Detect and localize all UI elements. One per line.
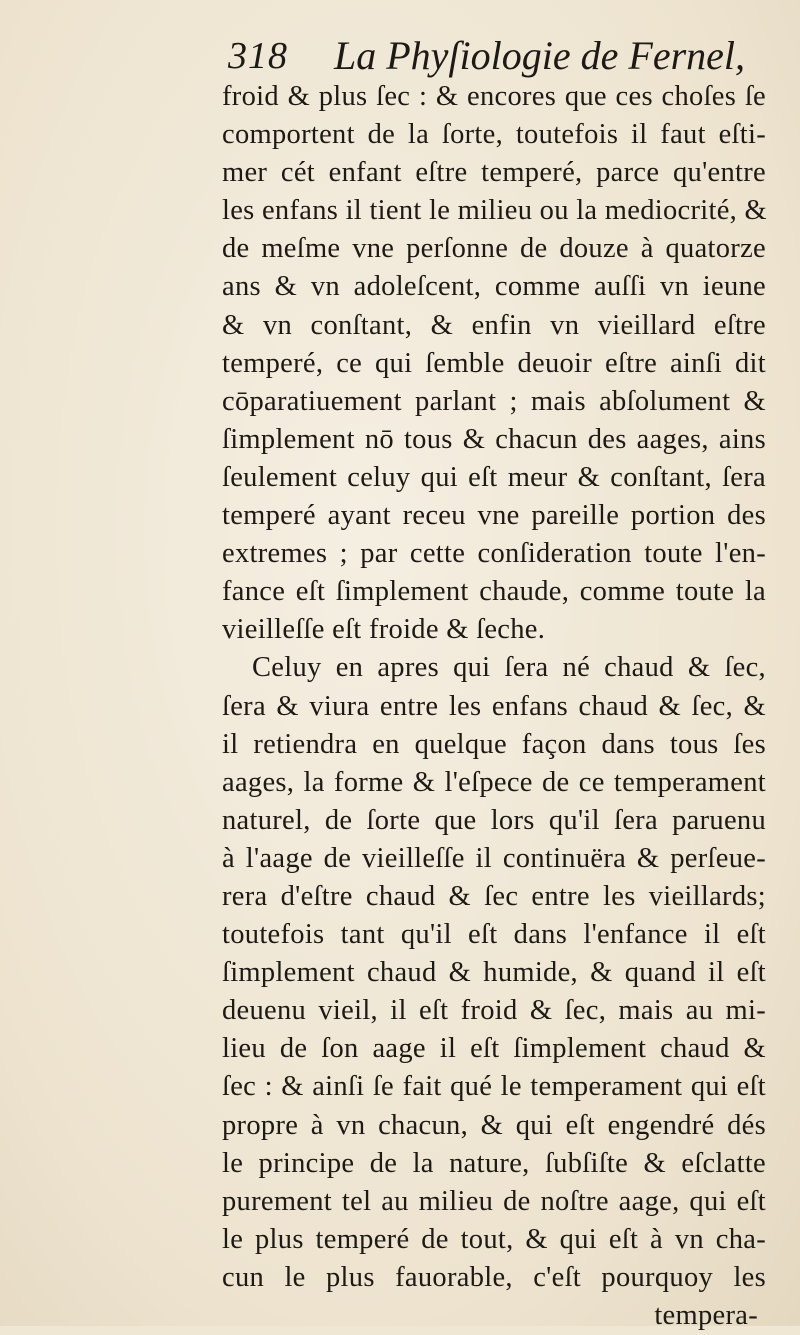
text-line: rera d'eſtre chaud & ſec entre les vieillards;	[222, 880, 766, 912]
text-line: propre à vn chacun, & qui eſt engendré dés	[222, 1109, 766, 1141]
text-line: ſimplement chaud & humide, & quand il eſt	[222, 957, 766, 989]
running-title: La Phyſiologie de Fernel,	[334, 33, 746, 78]
text-line: naturel, de ſorte que lors qu'il ſera paruenu	[222, 804, 766, 836]
text-line: fance eſt ſimplement chaude, comme toute la	[222, 576, 766, 608]
text-line: il retiendra en quelque façon dans tous ſes	[222, 728, 766, 760]
text-line: toutefois tant qu'il eſt dans l'enfance il eſt	[222, 919, 766, 951]
text-line: mer cét enfant eſtre temperé, parce qu'entre	[222, 157, 766, 189]
text-line: deuenu vieil, il eſt froid & ſec, mais au mi-	[222, 995, 766, 1027]
text-line: à l'aage de vieilleſſe il continuëra & perſeue-	[222, 842, 766, 874]
text-line: comportent de la ſorte, toutefois il faut eſti-	[222, 119, 766, 151]
text-line: temperé, ce qui ſemble deuoir eſtre ainſi dit	[222, 347, 766, 379]
text-line: ſera & viura entre les enfans chaud & ſec, &	[222, 690, 766, 722]
text-line: extremes ; par cette conſideration toute l'en-	[222, 538, 766, 570]
text-line: le principe de la nature, ſubſiſte & eſclatte	[222, 1147, 766, 1179]
text-line: vieilleſſe eſt froide & ſeche.	[222, 614, 546, 646]
page-number: 318	[228, 35, 288, 77]
text-line: froid & plus ſec : & encores que ces choſes ſe	[222, 81, 766, 112]
catchword: tempera-	[654, 1300, 758, 1331]
page-header	[228, 30, 768, 82]
text-line: ſimplement nō tous & chacun des aages, ains	[222, 423, 766, 455]
text-line: les enfans il tient le milieu ou la mediocrité, &	[222, 195, 767, 227]
body-text	[222, 78, 766, 1335]
text-line: cōparatiuement parlant ; mais abſolument &	[222, 385, 766, 417]
text-line: de meſme vne perſonne de douze à quatorze	[222, 233, 766, 265]
text-line: lieu de ſon aage il eſt ſimplement chaud &	[222, 1033, 766, 1065]
text-line: temperé ayant receu vne pareille portion des	[222, 500, 766, 532]
text-line: ans & vn adoleſcent, comme auſſi vn ieune	[222, 271, 766, 303]
text-line: aages, la forme & l'eſpece de ce temperament	[222, 766, 766, 798]
text-line: & vn conſtant, & enfin vn vieillard eſtre	[222, 309, 766, 341]
text-line: purement tel au milieu de noſtre aage, qui eſt	[222, 1185, 766, 1217]
text-line: cun le plus fauorable, c'eſt pourquoy les	[222, 1261, 766, 1293]
text-line: ſec : & ainſi ſe fait qué le temperament qui eſt	[222, 1071, 766, 1103]
text-line: Celuy en apres qui ſera né chaud & ſec,	[252, 652, 766, 684]
text-line: ſeulement celuy qui eſt meur & conſtant, ſera	[222, 461, 766, 493]
text-line: le plus temperé de tout, & qui eſt à vn cha-	[222, 1223, 766, 1255]
